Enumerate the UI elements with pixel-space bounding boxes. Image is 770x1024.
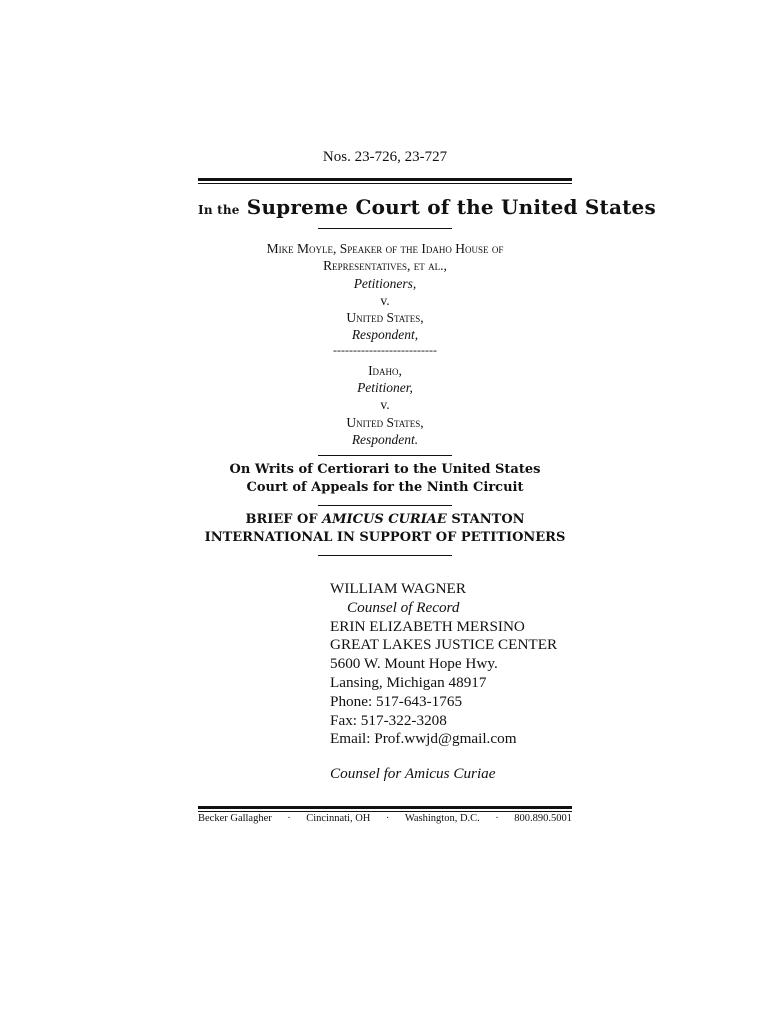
counsel-fax: Fax: 517-322-3208 bbox=[330, 711, 447, 729]
versus: v. bbox=[380, 292, 390, 308]
divider-rule bbox=[318, 505, 452, 506]
respondent-two: United States, bbox=[346, 414, 424, 430]
footer-separator: · bbox=[287, 813, 291, 824]
counsel-block bbox=[330, 580, 557, 784]
counsel-address-1: 5600 W. Mount Hope Hwy. bbox=[330, 655, 498, 673]
brief-title-amicus: AMICUS CURIAE bbox=[322, 512, 447, 527]
counsel-organization: GREAT LAKES JUSTICE CENTER bbox=[330, 636, 558, 654]
counsel-for-label: Counsel for Amicus Curiae bbox=[330, 765, 496, 783]
header-rule-thin bbox=[198, 183, 572, 184]
counsel-role-1: Counsel of Record bbox=[347, 598, 460, 616]
petitioner-line-1: Mike Moyle, Speaker of the Idaho House of bbox=[266, 241, 504, 256]
counsel-name-1: WILLIAM WAGNER bbox=[330, 580, 466, 597]
footer-rule-thin bbox=[198, 811, 572, 812]
footer-city-1: Cincinnati, OH bbox=[306, 813, 371, 824]
court-name: Supreme Court of the United States bbox=[246, 195, 656, 219]
petitioner-two-role: Petitioner, bbox=[357, 380, 413, 396]
counsel-address-2: Lansing, Michigan 48917 bbox=[330, 673, 487, 691]
respondent-role: Respondent, bbox=[351, 327, 419, 343]
printer-footer bbox=[198, 813, 572, 824]
divider-rule bbox=[318, 455, 452, 456]
brief-title bbox=[192, 511, 578, 547]
petitioner-line-2: Representatives, et al., bbox=[323, 258, 447, 274]
case-caption bbox=[198, 240, 572, 448]
counsel-email: Email: Prof.wwjd@gmail.com bbox=[330, 730, 517, 748]
header-rule-thick bbox=[198, 178, 572, 181]
petitioner-two: Idaho, bbox=[368, 362, 402, 378]
brief-title-line-1 bbox=[192, 511, 578, 529]
writs-heading bbox=[198, 461, 572, 497]
counsel-phone: Phone: 517-643-1765 bbox=[330, 692, 463, 710]
case-separator: -------------------------- bbox=[333, 342, 437, 357]
footer-phone: 800.890.5001 bbox=[514, 813, 572, 824]
versus-two: v. bbox=[380, 397, 390, 413]
footer-city-2: Washington, D.C. bbox=[404, 813, 480, 824]
writs-line-1: On Writs of Certiorari to the United States bbox=[229, 462, 541, 477]
footer-rule-thick bbox=[198, 806, 572, 809]
brief-title-post: STANTON bbox=[446, 512, 525, 527]
petitioner-role: Petitioners, bbox=[353, 275, 417, 291]
writs-line-2: Court of Appeals for the Ninth Circuit bbox=[246, 480, 524, 495]
court-title bbox=[198, 195, 656, 219]
footer-separator: · bbox=[385, 813, 390, 824]
brief-title-pre: BRIEF OF bbox=[245, 512, 323, 527]
counsel-name-2: ERIN ELIZABETH MERSINO bbox=[330, 617, 525, 635]
printer-name: Becker Gallagher bbox=[198, 813, 272, 824]
divider-rule bbox=[318, 228, 452, 229]
divider-rule bbox=[318, 555, 452, 556]
respondent: United States, bbox=[346, 310, 424, 326]
respondent-two-role: Respondent. bbox=[351, 431, 419, 447]
footer-separator: · bbox=[495, 813, 499, 824]
court-prefix: In the bbox=[198, 203, 240, 217]
docket-numbers: Nos. 23-726, 23-727 bbox=[322, 149, 448, 165]
brief-title-line-2: INTERNATIONAL IN SUPPORT OF PETITIONERS bbox=[204, 530, 566, 545]
